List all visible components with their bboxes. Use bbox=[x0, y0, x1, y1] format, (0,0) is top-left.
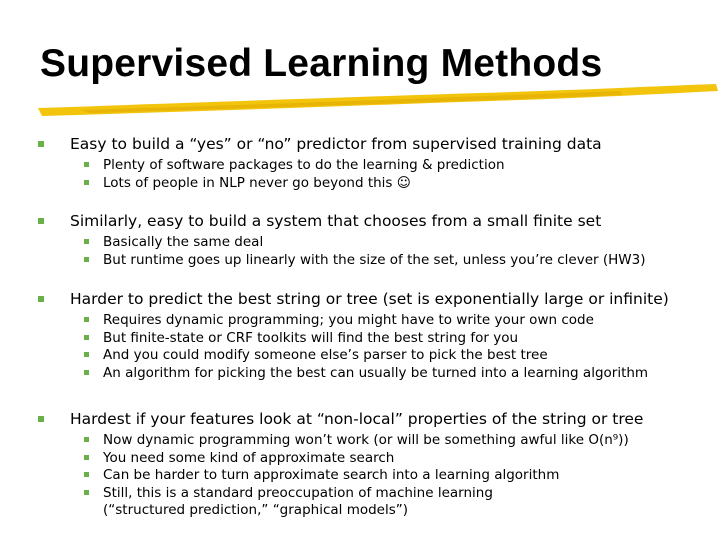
square-bullet-icon bbox=[84, 437, 89, 442]
sub-bullet-item bbox=[0, 347, 720, 365]
sub-bullet-text: Lots of people in NLP never go beyond this ☺ bbox=[103, 174, 411, 191]
square-bullet-icon bbox=[84, 335, 89, 340]
sub-bullet-item bbox=[0, 485, 720, 503]
bullet-group-1 bbox=[0, 135, 720, 192]
square-bullet-icon bbox=[84, 239, 89, 244]
bullet-item bbox=[0, 135, 720, 157]
square-bullet-icon bbox=[84, 472, 89, 477]
square-bullet-icon bbox=[84, 162, 89, 167]
sub-bullet-item bbox=[0, 432, 720, 450]
sub-bullet-text: An algorithm for picking the best can usually be turned into a learning algorithm bbox=[103, 364, 649, 381]
sub-bullet-text: Basically the same deal bbox=[103, 234, 264, 250]
sub-bullet-item bbox=[0, 450, 720, 468]
sub-bullet-item bbox=[0, 312, 720, 330]
square-bullet-icon bbox=[84, 352, 89, 357]
square-bullet-icon bbox=[84, 370, 89, 375]
sub-bullet-text: Can be harder to turn approximate search into a learning algorithm bbox=[103, 467, 560, 483]
sub-bullet-continuation bbox=[0, 502, 720, 520]
bullet-item bbox=[0, 410, 720, 432]
sub-bullet-text: Now dynamic programming won’t work (or will be something awful like O(n⁹)) bbox=[103, 432, 629, 448]
sub-bullet-item bbox=[0, 365, 720, 383]
bullet-text: Hardest if your features look at “non-local” properties of the string or tree bbox=[70, 410, 644, 428]
sub-bullet-text: And you could modify someone else’s parser to pick the best tree bbox=[103, 347, 548, 363]
square-bullet-icon bbox=[84, 490, 89, 495]
square-bullet-icon bbox=[38, 296, 44, 302]
sub-bullet-text: But runtime goes up linearly with the size of the set, unless you’re clever (HW3) bbox=[103, 251, 646, 268]
square-bullet-icon bbox=[84, 180, 89, 185]
sub-bullet-item bbox=[0, 175, 720, 193]
title-underline-brushstroke bbox=[20, 82, 720, 122]
sub-bullet-continuation-text: (“structured prediction,” “graphical models”) bbox=[103, 502, 409, 518]
sub-bullet-item bbox=[0, 157, 720, 175]
bullet-group-3 bbox=[0, 290, 720, 382]
bullet-group-4 bbox=[0, 410, 720, 520]
bullet-group-2 bbox=[0, 212, 720, 269]
square-bullet-icon bbox=[84, 455, 89, 460]
sub-bullet-item bbox=[0, 467, 720, 485]
square-bullet-icon bbox=[38, 141, 44, 147]
sub-bullet-text: You need some kind of approximate search bbox=[103, 449, 395, 466]
slide-title: Supervised Learning Methods bbox=[40, 42, 603, 85]
sub-bullet-item bbox=[0, 252, 720, 270]
sub-bullet-text: Requires dynamic programming; you might have to write your own code bbox=[103, 312, 594, 328]
square-bullet-icon bbox=[38, 218, 44, 224]
square-bullet-icon bbox=[84, 257, 89, 262]
square-bullet-icon bbox=[38, 416, 44, 422]
bullet-text: Similarly, easy to build a system that chooses from a small finite set bbox=[70, 212, 602, 230]
bullet-item bbox=[0, 290, 720, 312]
bullet-item bbox=[0, 212, 720, 234]
sub-bullet-text: Still, this is a standard preoccupation of machine learning bbox=[103, 484, 493, 501]
sub-bullet-item bbox=[0, 234, 720, 252]
sub-bullet-text: Plenty of software packages to do the learning & prediction bbox=[103, 157, 505, 173]
bullet-text: Easy to build a “yes” or “no” predictor from supervised training data bbox=[70, 135, 602, 153]
sub-bullet-text: But finite-state or CRF toolkits will find the best string for you bbox=[103, 329, 519, 346]
bullet-text: Harder to predict the best string or tree (set is exponentially large or infinite) bbox=[70, 290, 669, 308]
square-bullet-icon bbox=[84, 317, 89, 322]
sub-bullet-item bbox=[0, 330, 720, 348]
